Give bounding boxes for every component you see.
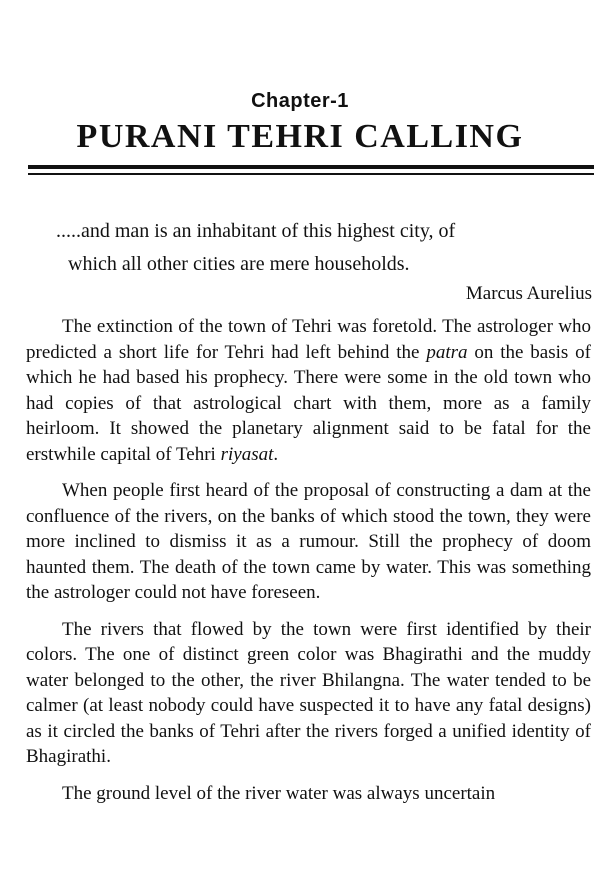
paragraph-4: The ground level of the river water was always uncertain xyxy=(62,782,496,804)
title-rule-thin xyxy=(28,173,594,175)
chapter-title: PURANI TEHRI CALLING xyxy=(76,118,524,155)
title-rule-thick xyxy=(28,165,594,169)
chapter-number: Chapter-1 xyxy=(251,90,349,112)
paragraph-1-text-a: The extinction of the town of Tehri was foretold. The astrologer who predicted a short life for Tehri had left behind the xyxy=(26,316,591,363)
paragraph-1-text-c: . xyxy=(273,443,279,465)
paragraph-1-italic-term: patra xyxy=(426,341,468,363)
epigraph-quote xyxy=(56,215,556,281)
paragraph-1-text-b: on the basis of which he had based his prophecy. There were some in the old town who had copies of that astrological chart with them, more as a family heirloom. It showed the planetary alignment said to be fatal for the erstwhile capital of Tehri xyxy=(26,341,591,465)
epigraph-attribution: Marcus Aurelius xyxy=(465,283,592,304)
epigraph-line-2: which all other cities are mere households. xyxy=(68,253,410,275)
chapter-body xyxy=(26,314,591,817)
paragraph-2: When people first heard of the proposal of constructing a dam at the confluence of the rivers, on the banks of which stood the town, they were more inclined to dismiss it as a rumour. Still the prophecy of doom haunted them. The death of the town came by water. This was something the astrologer could not have foreseen. xyxy=(26,480,591,603)
paragraph-1-italic-term-2: riyasat xyxy=(220,443,274,465)
paragraph-1 xyxy=(26,314,591,467)
epigraph-line-1: .....and man is an inhabitant of this highest city, of xyxy=(56,220,456,242)
paragraph-3: The rivers that flowed by the town were first identified by their colors. The one of distinct green color was Bhagirathi and the muddy water belonged to the other, the river Bhilangna. The water tended to be calmer (at least nobody could have suspected it to have any fatal designs) as it circled the banks of Tehri after the rivers forged a unified identity of Bhagirathi. xyxy=(26,618,591,767)
